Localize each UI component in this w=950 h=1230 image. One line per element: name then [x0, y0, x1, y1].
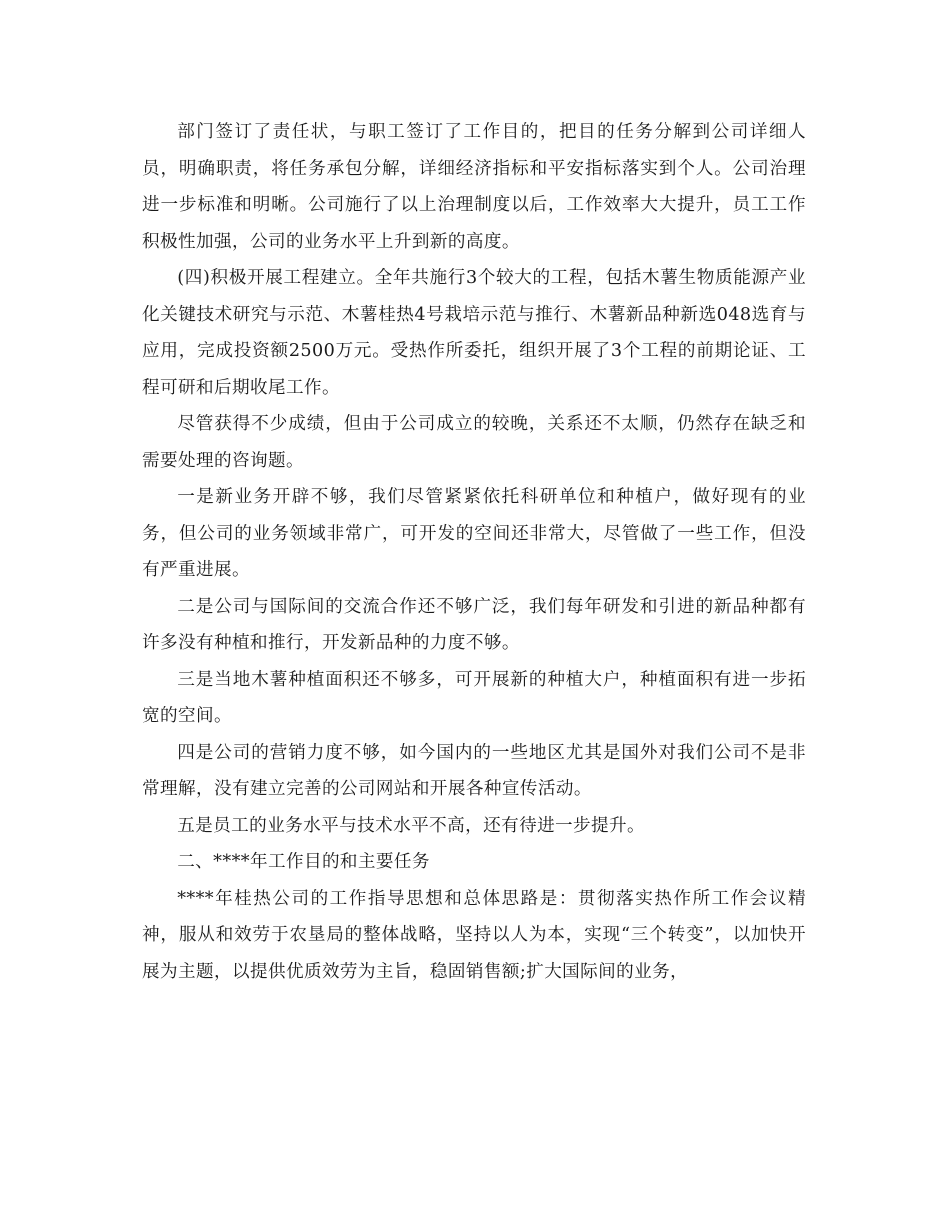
- paragraph: 五是员工的业务水平与技术水平不高，还有待进一步提升。: [177, 815, 646, 836]
- paragraph: 部门签订了责任状，与职工签订了工作目的，把目的任务分解到公司详细人员，明确职责，将任务承包分解，详细经济指标和平安指标落实到个人。公司治理进一步标准和明晰。公司施行了以上治理制度以后，工作效率大大提升，员工工作积极性加强，公司的业务水平上升到新的高度。: [142, 122, 806, 252]
- paragraph: (四)积极开展工程建立。全年共施行3个较大的工程，包括木薯生物质能源产业化关键技术研究与示范、木薯桂热4号栽培示范与推行、木薯新品种新选048选育与应用，完成投资额2500万元。受热作所委托，组织开展了3个工程的前期论证、工程可研和后期收尾工作。: [142, 268, 806, 398]
- paragraph: 三是当地木薯种植面积还不够多，可开展新的种植大户，种植面积有进一步拓宽的空间。: [142, 669, 806, 726]
- document-page: [142, 114, 806, 990]
- paragraph: 一是新业务开辟不够，我们尽管紧紧依托科研单位和种植户，做好现有的业务，但公司的业务领域非常广，可开发的空间还非常大，尽管做了一些工作，但没有严重进展。: [142, 487, 806, 580]
- paragraph: 尽管获得不少成绩，但由于公司成立的较晚，关系还不太顺，仍然存在缺乏和需要处理的咨询题。: [142, 414, 806, 471]
- paragraph: 二是公司与国际间的交流合作还不够广泛，我们每年研发和引进的新品种都有许多没有种植和推行，开发新品种的力度不够。: [142, 596, 806, 653]
- paragraph: 四是公司的营销力度不够，如今国内的一些地区尤其是国外对我们公司不是非常理解，没有建立完善的公司网站和开展各种宣传活动。: [142, 742, 806, 799]
- paragraph: ****年桂热公司的工作指导思想和总体思路是：贯彻落实热作所工作会议精神，服从和效劳于农垦局的整体战略，坚持以人为本，实现“三个转变”，以加快开展为主题，以提供优质效劳为主旨，稳固销售额;扩大国际间的业务，: [142, 888, 806, 982]
- section-heading: 二、****年工作目的和主要任务: [177, 852, 430, 872]
